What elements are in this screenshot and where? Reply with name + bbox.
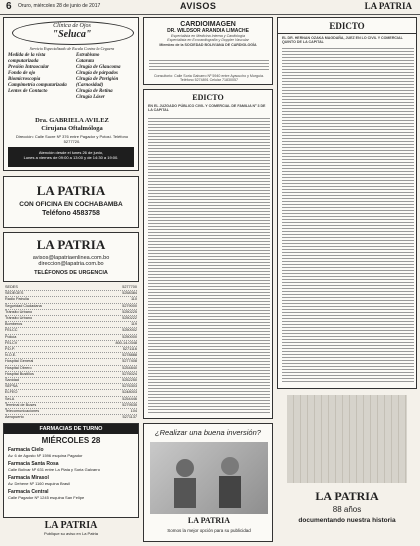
page-number: 6 bbox=[6, 1, 12, 12]
pharmacy-item bbox=[8, 447, 134, 458]
phone-number: 5279535 bbox=[122, 402, 137, 407]
phone-number: 5250002 bbox=[122, 328, 137, 333]
clinic-doctor: Dra. GABRIELA AVILEZ bbox=[35, 117, 109, 124]
page-date: Oruro, miércoles 28 de junio de 2017 bbox=[18, 3, 101, 9]
newspaper-brand: LA PATRIA bbox=[364, 1, 412, 11]
lapatria-88-ad bbox=[277, 395, 417, 542]
service-item: Medida de la vista computarizada bbox=[8, 53, 46, 64]
phone-label: Policía bbox=[5, 334, 17, 339]
cardio-title: CARDIOIMAGEN bbox=[180, 21, 236, 28]
clinic-specialty: Cirujana Oftalmóloga bbox=[41, 125, 103, 132]
clinic-name-line: Clínica de Ojos bbox=[53, 23, 91, 29]
phone-number: 5258384 bbox=[122, 291, 137, 296]
section-title: AVISOS bbox=[180, 1, 217, 11]
inversion-text: Somos la mejor opción para su publicidad bbox=[167, 528, 251, 533]
phone-label: SEPSA bbox=[5, 384, 18, 389]
edicto-title: EDICTO bbox=[278, 21, 416, 34]
phone-number: 800-14-0348 bbox=[115, 340, 137, 345]
pharmacy-name: Farmacia Mirasol bbox=[8, 475, 49, 481]
phone-number: 5254840 bbox=[122, 365, 137, 370]
phone-number: 5250000 bbox=[122, 334, 137, 339]
clinic-name: "Seluca" bbox=[52, 29, 92, 40]
clinic-ad bbox=[3, 17, 139, 171]
lapatria-brand: LA PATRIA bbox=[187, 516, 231, 525]
phone-label: Aeropuerto bbox=[5, 415, 24, 419]
archive-photo bbox=[287, 395, 407, 483]
phone-label: Sanidad bbox=[5, 378, 19, 383]
phone-number: 110 bbox=[130, 297, 137, 302]
phone-label: Seguridad Ciudadana bbox=[5, 303, 42, 308]
phone-label: Hospital General bbox=[5, 359, 34, 364]
phone-number: 5276024 bbox=[122, 371, 137, 376]
phone-number: 104 bbox=[130, 409, 137, 414]
phone-label: Telecomunicaciones bbox=[5, 409, 40, 414]
lapatria-contact-ad bbox=[3, 232, 139, 282]
phone-number: 5276303 bbox=[122, 384, 137, 389]
phone-number: 5250222 bbox=[122, 316, 137, 321]
ads-email[interactable]: avisos@lapatriaenlinea.com.bo bbox=[32, 255, 110, 261]
clinic-services-left bbox=[8, 53, 74, 95]
pharmacies-date: MIÉRCOLES 28 bbox=[41, 436, 101, 445]
cardio-body-text bbox=[149, 58, 269, 72]
pharmacies-list bbox=[4, 447, 138, 500]
edicto-intro: EN EL JUZGADO PÚBLICO CIVIL Y COMERCIAL DE FAMILIA Nº 3 DE LA CAPITAL bbox=[148, 104, 266, 113]
pharmacy-item bbox=[8, 475, 134, 486]
lapatria-footer-ad bbox=[3, 520, 139, 542]
anniversary-years: 88 años bbox=[332, 505, 362, 514]
service-item: Fondo de ojo bbox=[8, 71, 36, 76]
phone-label: N.O.E. bbox=[5, 353, 17, 358]
pharmacy-item bbox=[8, 461, 134, 472]
phone-number: 5278888 bbox=[122, 353, 137, 358]
cochabamba-phone: Teléfono 4583758 bbox=[42, 210, 100, 217]
inversion-title: ¿Realizar una buena inversión? bbox=[155, 428, 261, 437]
people-illustration bbox=[150, 442, 268, 514]
edicto-intro: EL DR. HERNAN OZAKA MAGDAÑA, JUEZ EN LO CIVIL Y COMERCIAL QUINTO DE LA CAPITAL bbox=[282, 36, 403, 45]
clinic-address: Dirección: Calle Sucre Nº 376 entre Pagador y Potosí. Teléfono 5277720. bbox=[15, 134, 129, 144]
phone-number: 5277700 bbox=[122, 285, 137, 289]
page-header bbox=[0, 0, 420, 15]
direction-email[interactable]: direccion@lapatria.com.bo bbox=[38, 261, 104, 267]
clinic-hours-line: Atención desde el lunes 26 de junio, bbox=[38, 150, 104, 155]
footer-text: Publique su aviso en La Patria bbox=[43, 531, 99, 536]
phone-row bbox=[5, 415, 137, 419]
lapatria-cochabamba-ad bbox=[3, 176, 139, 228]
cardio-address: Consultorio: Calle Soria Galvarro Nº 5940 entre Ayacucho y Murguía. Teléfono 5274891 Celular 71830057 bbox=[153, 74, 265, 83]
clinic-hours bbox=[8, 147, 134, 167]
cardio-doctor: DR. WILDSOR ARANDIA LIMACHE bbox=[167, 28, 249, 34]
edicto-title: EDICTO bbox=[192, 93, 224, 102]
lapatria-brand: LA PATRIA bbox=[44, 520, 98, 531]
phone-label: Tránsito Urbano bbox=[5, 309, 33, 314]
service-item: Estrabismo bbox=[76, 53, 100, 58]
phone-number: 5279000 bbox=[122, 303, 137, 308]
phone-number: 5250225 bbox=[122, 309, 137, 314]
service-item: Presión Intraocular bbox=[8, 65, 49, 70]
phone-label: ELFEO bbox=[5, 390, 18, 395]
phone-label: FELCV bbox=[5, 340, 18, 345]
pharmacy-address: Av. 6 de Agosto Nº 1596 esquina Pagador bbox=[8, 453, 83, 458]
pharmacy-address: Av. Dehene Nº 1160 esquina Brasil bbox=[8, 481, 70, 486]
cochabamba-office-line: CON OFICINA EN COCHABAMBA bbox=[19, 201, 123, 208]
phone-label: SeLA bbox=[5, 396, 15, 401]
phone-number: 5271116 bbox=[122, 347, 137, 352]
phone-label: SEDEGES bbox=[5, 291, 24, 296]
pharmacy-name: Farmacia Cielo bbox=[8, 447, 44, 453]
anniversary-text: documentando nuestra historia bbox=[298, 517, 396, 524]
pharmacy-name: Farmacia Central bbox=[8, 489, 49, 495]
phone-label: Tránsito Urbano bbox=[5, 316, 33, 321]
phone-label: Hospital Obrero bbox=[5, 365, 32, 370]
pharmacies-box bbox=[3, 423, 139, 518]
service-item: Biomicroscopía bbox=[8, 77, 41, 82]
phone-label: SEDES bbox=[5, 285, 18, 289]
phone-number: 119 bbox=[130, 322, 137, 327]
clinic-tagline: Servicio Especializado de Escala Contra la Ceguera bbox=[29, 46, 115, 51]
pharmacy-name: Farmacia Santa Rosa bbox=[8, 461, 59, 467]
pharmacies-title: FARMACIAS DE TURNO bbox=[4, 424, 138, 434]
service-item: Cirugía de párpados bbox=[76, 71, 118, 76]
edicto-2 bbox=[277, 17, 417, 389]
clinic-services-right bbox=[76, 53, 138, 101]
phone-number: 5254446 bbox=[122, 396, 137, 401]
phone-label: FELCC bbox=[5, 328, 18, 333]
service-item: Cirugía de Pterigión (Carnosidad) bbox=[76, 77, 119, 88]
cardio-specialty: Especialista en Ecocardiografía y Doppler Vascular bbox=[167, 38, 249, 43]
emergency-phones-list bbox=[5, 285, 137, 419]
lapatria-brand: LA PATRIA bbox=[315, 489, 379, 503]
service-item: Catarata bbox=[76, 59, 95, 64]
phone-number: 5271137 bbox=[122, 415, 137, 419]
pharmacy-address: Calle Bolívar Nº 631 entre La Plata y Soria Galvarro bbox=[8, 467, 100, 472]
phone-number: 5248003 bbox=[122, 390, 137, 395]
cardio-ad bbox=[143, 17, 273, 85]
phone-label: P.D.P. bbox=[5, 347, 15, 352]
lapatria-brand: LA PATRIA bbox=[36, 183, 106, 198]
inversion-ad bbox=[143, 423, 273, 542]
service-item: Cirugía de Retina bbox=[76, 89, 113, 94]
pharmacy-item bbox=[8, 489, 134, 500]
cardio-society: Miembro de la SOCIEDAD BOLIVIANA DE CARDIOLOGÍA bbox=[159, 42, 257, 47]
phone-number: 5277408 bbox=[122, 359, 137, 364]
service-item: Cirugía Láser bbox=[76, 95, 105, 100]
edicto-body-text bbox=[282, 46, 414, 384]
pharmacy-address: Calle Pagador Nº 1245 esquina San Felipe bbox=[8, 495, 85, 500]
edicto-1 bbox=[143, 89, 273, 419]
clinic-hours-line: Lunes a viernes de 09:00 a 13:00 y de 14:30 a 19:00. bbox=[23, 155, 119, 160]
service-item: Lentes de Contacto bbox=[8, 89, 48, 94]
service-item: Campimetría computarizada bbox=[8, 83, 67, 88]
phone-label: Hospital Bustillos bbox=[5, 371, 34, 376]
phone-number: 5252250 bbox=[122, 378, 137, 383]
service-item: Cirugía de Glaucoma bbox=[76, 65, 121, 70]
business-photo bbox=[150, 442, 268, 514]
phone-label: Radio Patrulla bbox=[5, 297, 29, 302]
phone-label: Terminal de Buses bbox=[5, 402, 37, 407]
edicto-body-text bbox=[148, 116, 270, 414]
urgency-phones-title: TELÉFONOS DE URGENCIA bbox=[34, 270, 108, 276]
phone-label: Bomberos bbox=[5, 322, 23, 327]
cardio-specialty: Especialista en Medicina Interna y Cardiología bbox=[171, 34, 245, 38]
lapatria-brand: LA PATRIA bbox=[36, 237, 106, 252]
